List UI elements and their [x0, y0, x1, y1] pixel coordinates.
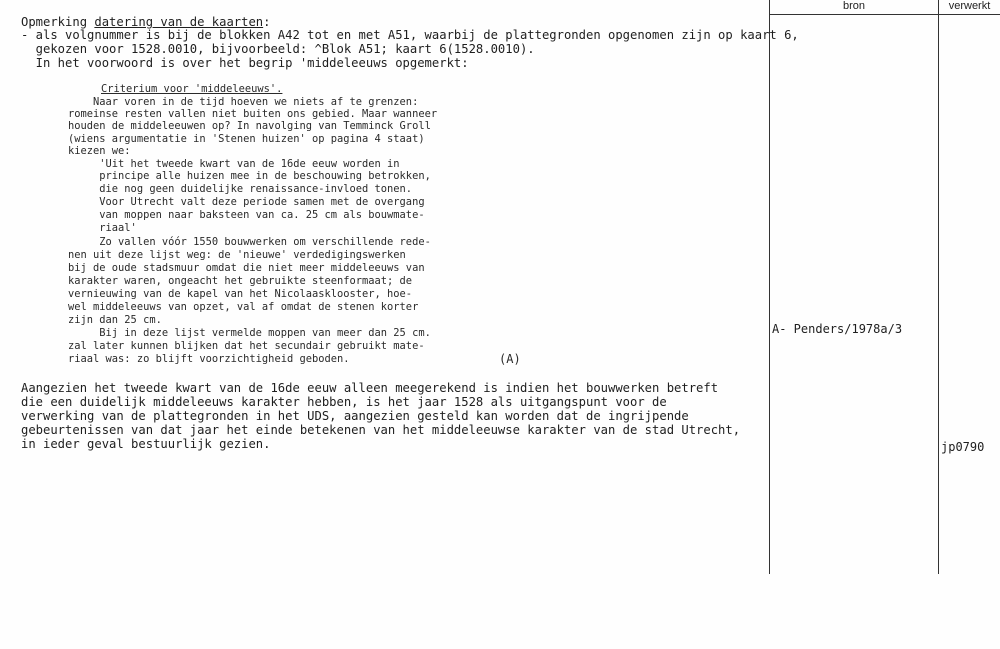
- note-heading-prefix: Opmerking: [21, 15, 95, 29]
- quote-line: Bij in deze lijst vermelde moppen van meer dan 25 cm.: [68, 327, 431, 339]
- quote-line: zijn dan 25 cm.: [68, 314, 162, 326]
- quote-line: principe alle huizen mee in de beschouwing betrokken,: [68, 170, 431, 182]
- paragraph-line: verwerking van de plattegronden in het UDS, aangezien gesteld kan worden dat de ingrijpende: [21, 409, 689, 423]
- quote-line: 'Uit het tweede kwart van de 16de eeuw worden in: [68, 158, 400, 170]
- column-divider-right: [938, 0, 939, 574]
- quote-line: zal later kunnen blijken dat het secundair gebruikt mate-: [68, 340, 425, 352]
- note-line: gekozen voor 1528.0010, bijvoorbeeld: ^Blok A51; kaart 6(1528.0010).: [21, 42, 535, 56]
- paragraph-line: die een duidelijk middeleeuws karakter hebben, is het jaar 1528 als uitgangspunt voor de: [21, 395, 667, 409]
- note-line: - als volgnummer is bij de blokken A42 tot en met A51, waarbij de plattegronden opgenomen zijn op kaart 6,: [21, 28, 799, 42]
- quote-line: riaal': [68, 222, 137, 234]
- quote-line: Naar voren in de tijd hoeven we niets af te grenzen:: [68, 96, 419, 108]
- quote-marker: (A): [499, 352, 521, 366]
- paragraph-line: gebeurtenissen van dat jaar het einde betekenen van het middeleeuwse karakter van de stad Utrecht,: [21, 423, 741, 437]
- column-divider-left: [769, 0, 770, 574]
- quote-line: houden de middeleeuwen op? In navolging van Temminck Groll: [68, 120, 431, 132]
- quote-line: bij de oude stadsmuur omdat die niet meer middeleeuws van: [68, 262, 425, 274]
- quote-line: Voor Utrecht valt deze periode samen met de overgang: [68, 196, 425, 208]
- quote-line: riaal was: zo blijft voorzichtigheid geboden.: [68, 353, 350, 365]
- quote-line: (wiens argumentatie in 'Stenen huizen' op pagina 4 staat): [68, 133, 425, 145]
- column-header-verwerkt: verwerkt: [948, 0, 991, 12]
- quote-line: van moppen naar baksteen van ca. 25 cm als bouwmate-: [68, 209, 425, 221]
- source-reference: A- Penders/1978a/3: [772, 322, 903, 336]
- header-rule: [769, 14, 1000, 15]
- note-line: In het voorwoord is over het begrip 'middeleeuws opgemerkt:: [21, 56, 469, 70]
- column-header-bron: bron: [842, 0, 866, 12]
- quote-line: kiezen we:: [68, 145, 131, 157]
- quote-line: nen uit deze lijst weg: de 'nieuwe' verdedigingswerken: [68, 249, 406, 261]
- quote-heading: Criterium voor 'middeleeuws'.: [101, 83, 283, 95]
- quote-line: karakter waren, ongeacht het gebruikte steenformaat; de: [68, 275, 413, 287]
- quote-line: romeinse resten vallen niet buiten ons gebied. Maar wanneer: [68, 108, 438, 120]
- paragraph-line: in ieder geval bestuurlijk gezien.: [21, 437, 271, 451]
- paragraph-line: Aangezien het tweede kwart van de 16de eeuw alleen meegerekend is indien het bouwwerken betreft: [21, 381, 719, 395]
- quote-line: vernieuwing van de kapel van het Nicolaasklooster, hoe-: [68, 288, 413, 300]
- quote-line: die nog geen duidelijke renaissance-invloed tonen.: [68, 183, 413, 195]
- note-heading-suffix: :: [263, 15, 271, 29]
- note-heading-title: datering van de kaarten: [94, 15, 264, 29]
- quote-line: Zo vallen vóór 1550 bouwwerken om verschillende rede-: [68, 236, 431, 248]
- processed-reference: jp0790: [941, 440, 985, 454]
- quote-line: wel middeleeuws van opzet, val af omdat de stenen korter: [68, 301, 419, 313]
